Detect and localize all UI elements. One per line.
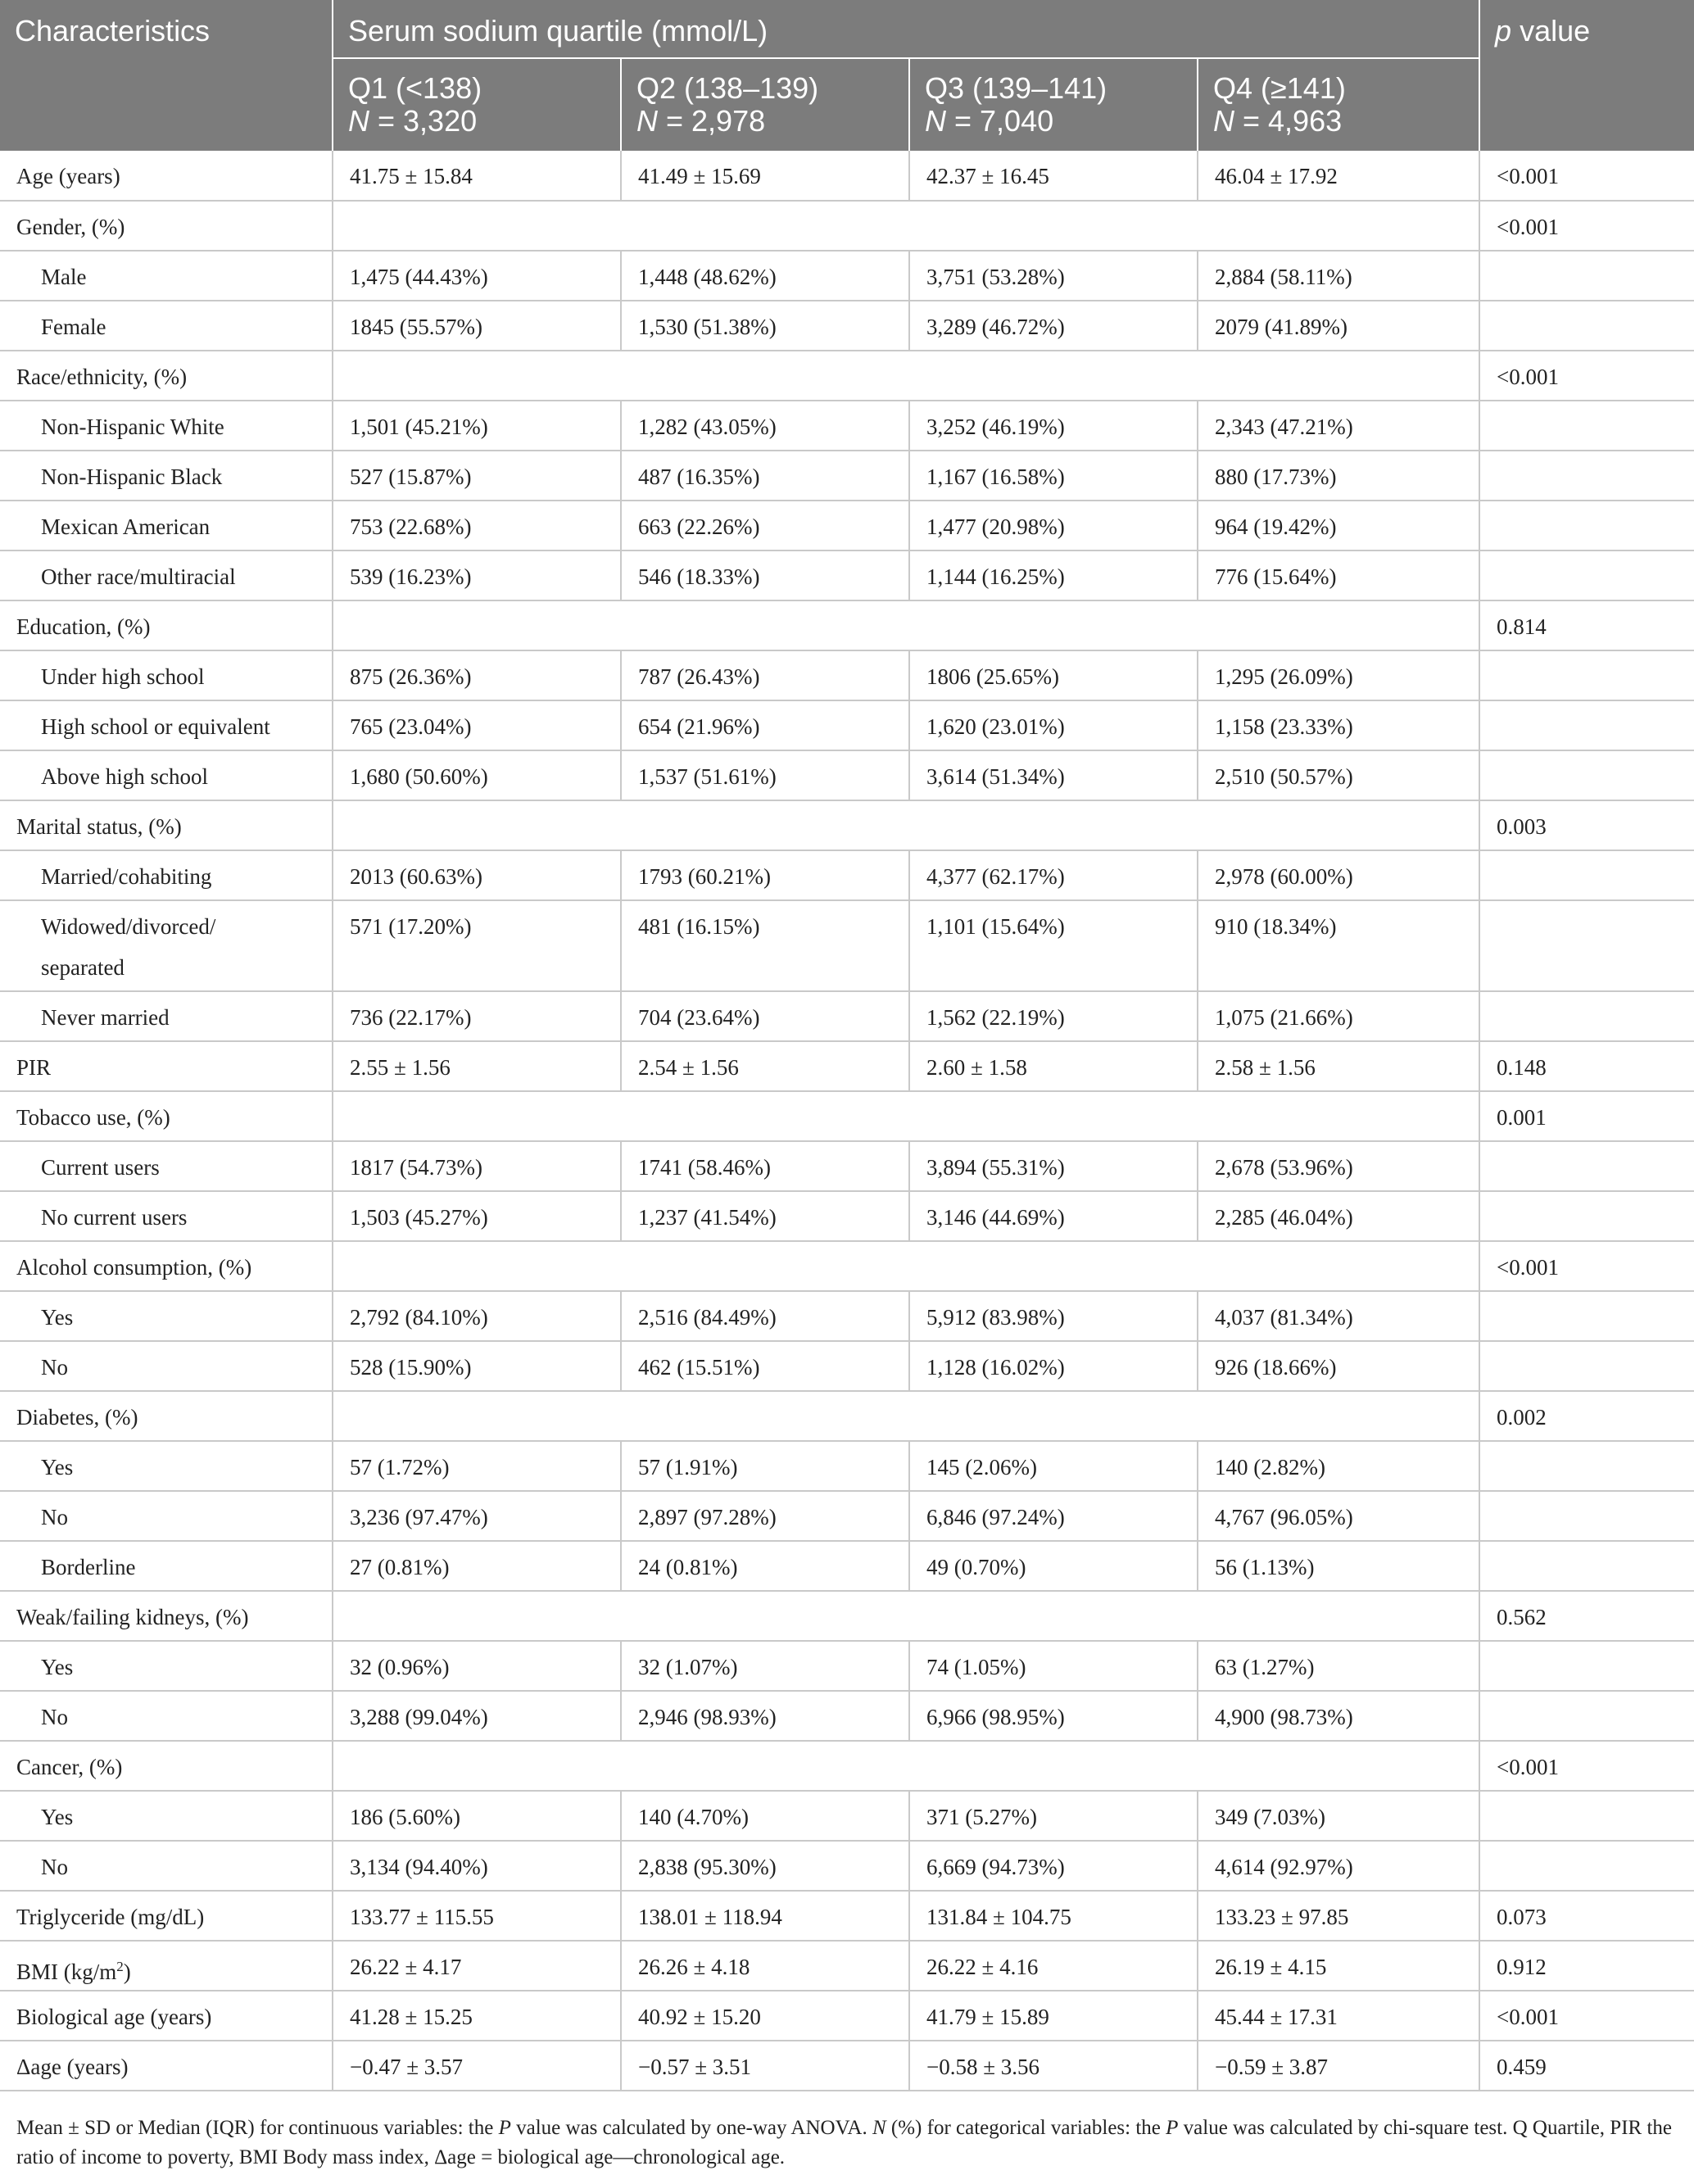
cell-q3: 1,562 (22.19%) <box>909 991 1198 1041</box>
cell-q4: 45.44 ± 17.31 <box>1198 1991 1479 2041</box>
cell-q4: 2.58 ± 1.56 <box>1198 1041 1479 1091</box>
cell-q2: 787 (26.43%) <box>621 650 909 700</box>
header-q2 <box>621 58 909 151</box>
table-row-age <box>0 151 1694 201</box>
cell-q3: 4,377 (62.17%) <box>909 850 1198 900</box>
cell-q3: 2.60 ± 1.58 <box>909 1041 1198 1091</box>
cell-q1: 2.55 ± 1.56 <box>333 1041 621 1091</box>
cell-p-value <box>1479 1291 1694 1341</box>
row-label-end: ) <box>123 1960 131 1984</box>
table-row-alcohol-yes <box>0 1291 1694 1341</box>
cell-q3: 145 (2.06%) <box>909 1441 1198 1491</box>
row-label: Non-Hispanic Black <box>0 451 333 501</box>
table-row-under-hs <box>0 650 1694 700</box>
cell-q1: 27 (0.81%) <box>333 1541 621 1591</box>
cell-q4: 2,343 (47.21%) <box>1198 401 1479 451</box>
cell-q2: 654 (21.96%) <box>621 700 909 750</box>
row-label: Never married <box>0 991 333 1041</box>
header-p-value <box>1479 0 1694 151</box>
row-label: No <box>0 1841 333 1891</box>
row-label: Δage (years) <box>0 2041 333 2091</box>
table-row-nh-black <box>0 451 1694 501</box>
footnote-part1: Mean ± SD or Median (IQR) for continuous variables: the <box>16 2117 499 2139</box>
cell-q3: 1,167 (16.58%) <box>909 451 1198 501</box>
cell-q4: 4,037 (81.34%) <box>1198 1291 1479 1341</box>
table-row-other-race <box>0 551 1694 600</box>
row-label: Weak/failing kidneys, (%) <box>0 1591 333 1641</box>
table-row-diabetes-yes <box>0 1441 1694 1491</box>
cell-q3: −0.58 ± 3.56 <box>909 2041 1198 2091</box>
cell-q3: 1,144 (16.25%) <box>909 551 1198 600</box>
cell-q2: 1,537 (51.61%) <box>621 750 909 800</box>
row-label: High school or equivalent <box>0 700 333 750</box>
cell-q4: 2,884 (58.11%) <box>1198 251 1479 301</box>
cell-p-value: <0.001 <box>1479 201 1694 251</box>
table-row-current-users <box>0 1141 1694 1191</box>
cell-q3: 6,846 (97.24%) <box>909 1491 1198 1541</box>
header-q1 <box>333 58 621 151</box>
cell-q4: 776 (15.64%) <box>1198 551 1479 600</box>
row-label: Cancer, (%) <box>0 1741 333 1791</box>
row-label: Mexican American <box>0 501 333 551</box>
row-label: Other race/multiracial <box>0 551 333 600</box>
table-row-cancer <box>0 1741 1694 1791</box>
cell-q1: 3,134 (94.40%) <box>333 1841 621 1891</box>
cell-q2: 2,516 (84.49%) <box>621 1291 909 1341</box>
cell-q1: 736 (22.17%) <box>333 991 621 1041</box>
row-label: Yes <box>0 1441 333 1491</box>
table-row-hs-equiv <box>0 700 1694 750</box>
cell-p-value <box>1479 1441 1694 1491</box>
cell-q2: 1793 (60.21%) <box>621 850 909 900</box>
cell-empty-span <box>333 1591 1479 1641</box>
cell-q2: 26.26 ± 4.18 <box>621 1941 909 1991</box>
cell-q2: 57 (1.91%) <box>621 1441 909 1491</box>
row-label: Race/ethnicity, (%) <box>0 351 333 401</box>
table-header <box>0 0 1694 151</box>
cell-q2: 138.01 ± 118.94 <box>621 1891 909 1941</box>
cell-q2: 1,530 (51.38%) <box>621 301 909 351</box>
cell-q3: 41.79 ± 15.89 <box>909 1991 1198 2041</box>
cell-q4: 63 (1.27%) <box>1198 1641 1479 1691</box>
cell-q1: 527 (15.87%) <box>333 451 621 501</box>
row-label-line1: Widowed/divorced/ <box>41 914 216 939</box>
cell-p-value <box>1479 850 1694 900</box>
cell-q4: 2079 (41.89%) <box>1198 301 1479 351</box>
footnote-p-italic: P <box>498 2117 511 2139</box>
cell-q2: 140 (4.70%) <box>621 1791 909 1841</box>
cell-q3: 1806 (25.65%) <box>909 650 1198 700</box>
row-label: Marital status, (%) <box>0 800 333 850</box>
header-q2-n-prefix: N <box>636 104 658 138</box>
header-q4-n-value: = 4,963 <box>1234 104 1343 138</box>
table-row-widowed <box>0 900 1694 991</box>
cell-p-value: <0.001 <box>1479 1741 1694 1791</box>
cell-p-value <box>1479 1141 1694 1191</box>
cell-q4: 2,510 (50.57%) <box>1198 750 1479 800</box>
cell-q3: 42.37 ± 16.45 <box>909 151 1198 201</box>
header-q4-n <box>1213 105 1464 138</box>
cell-q1: 2,792 (84.10%) <box>333 1291 621 1341</box>
cell-q1: 1,503 (45.27%) <box>333 1191 621 1241</box>
table-row-bmi <box>0 1941 1694 1991</box>
row-label: Biological age (years) <box>0 1991 333 2041</box>
footnote-part2: value was calculated by one-way ANOVA. <box>510 2117 872 2139</box>
header-characteristics: Characteristics <box>0 0 333 151</box>
header-q2-n-value: = 2,978 <box>658 104 766 138</box>
cell-p-value <box>1479 1191 1694 1241</box>
table-row-married <box>0 850 1694 900</box>
cell-p-value: 0.003 <box>1479 800 1694 850</box>
cell-p-value <box>1479 251 1694 301</box>
cell-q4: 133.23 ± 97.85 <box>1198 1891 1479 1941</box>
cell-q1: 753 (22.68%) <box>333 501 621 551</box>
header-p-italic: p <box>1495 14 1512 48</box>
cell-p-value: 0.912 <box>1479 1941 1694 1991</box>
cell-q4: −0.59 ± 3.87 <box>1198 2041 1479 2091</box>
cell-q4: 46.04 ± 17.92 <box>1198 151 1479 201</box>
cell-q1: 2013 (60.63%) <box>333 850 621 900</box>
cell-q3: 3,289 (46.72%) <box>909 301 1198 351</box>
cell-q2: −0.57 ± 3.51 <box>621 2041 909 2091</box>
row-label: Tobacco use, (%) <box>0 1091 333 1141</box>
header-group-title: Serum sodium quartile (mmol/L) <box>333 0 1479 58</box>
header-q3-n <box>925 105 1182 138</box>
cell-q2: 41.49 ± 15.69 <box>621 151 909 201</box>
cell-q3: 371 (5.27%) <box>909 1791 1198 1841</box>
cell-p-value: <0.001 <box>1479 1991 1694 2041</box>
cell-q3: 1,477 (20.98%) <box>909 501 1198 551</box>
cell-p-value <box>1479 750 1694 800</box>
row-label: Yes <box>0 1291 333 1341</box>
cell-q1: 528 (15.90%) <box>333 1341 621 1391</box>
table-row-female <box>0 301 1694 351</box>
cell-p-value <box>1479 1341 1694 1391</box>
table-row-above-hs <box>0 750 1694 800</box>
cell-p-value: 0.001 <box>1479 1091 1694 1141</box>
row-label <box>0 900 333 991</box>
cell-p-value: 0.562 <box>1479 1591 1694 1641</box>
header-q3-n-prefix: N <box>925 104 946 138</box>
cell-q2: 546 (18.33%) <box>621 551 909 600</box>
row-label-line2: separated <box>41 955 125 980</box>
table-row-triglyceride <box>0 1891 1694 1941</box>
table-row-delta-age <box>0 2041 1694 2091</box>
cell-q4: 4,614 (92.97%) <box>1198 1841 1479 1891</box>
cell-q2: 487 (16.35%) <box>621 451 909 501</box>
cell-q4: 964 (19.42%) <box>1198 501 1479 551</box>
cell-q2: 1,282 (43.05%) <box>621 401 909 451</box>
cell-q1: 571 (17.20%) <box>333 900 621 991</box>
cell-q1: 1817 (54.73%) <box>333 1141 621 1191</box>
row-label: No <box>0 1491 333 1541</box>
cell-p-value: 0.459 <box>1479 2041 1694 2091</box>
cell-q3: 49 (0.70%) <box>909 1541 1198 1591</box>
cell-p-value: <0.001 <box>1479 1241 1694 1291</box>
cell-q4: 56 (1.13%) <box>1198 1541 1479 1591</box>
cell-q4: 880 (17.73%) <box>1198 451 1479 501</box>
cell-q1: −0.47 ± 3.57 <box>333 2041 621 2091</box>
cell-p-value <box>1479 451 1694 501</box>
cell-q1: 539 (16.23%) <box>333 551 621 600</box>
cell-q4: 1,158 (23.33%) <box>1198 700 1479 750</box>
table-row-education <box>0 600 1694 650</box>
row-label <box>0 1941 333 1991</box>
cell-q4: 349 (7.03%) <box>1198 1791 1479 1841</box>
cell-q1: 1,501 (45.21%) <box>333 401 621 451</box>
row-label: Married/cohabiting <box>0 850 333 900</box>
row-label: No <box>0 1341 333 1391</box>
cell-p-value <box>1479 900 1694 991</box>
cell-q1: 1845 (55.57%) <box>333 301 621 351</box>
header-q4 <box>1198 58 1479 151</box>
cell-q4: 4,900 (98.73%) <box>1198 1691 1479 1741</box>
row-label: Yes <box>0 1791 333 1841</box>
cell-q2: 2.54 ± 1.56 <box>621 1041 909 1091</box>
table-footnote <box>16 2114 1687 2173</box>
cell-q3: 1,101 (15.64%) <box>909 900 1198 991</box>
header-q1-n <box>348 105 605 138</box>
row-label-base: BMI (kg/m <box>16 1960 117 1984</box>
table-row-bio-age <box>0 1991 1694 2041</box>
row-label: Education, (%) <box>0 600 333 650</box>
cell-q3: 3,614 (51.34%) <box>909 750 1198 800</box>
row-label: Gender, (%) <box>0 201 333 251</box>
cell-q2: 2,838 (95.30%) <box>621 1841 909 1891</box>
table-row-never-married <box>0 991 1694 1041</box>
header-q2-n <box>636 105 894 138</box>
cell-empty-span <box>333 1391 1479 1441</box>
header-q3 <box>909 58 1198 151</box>
cell-q3: 1,128 (16.02%) <box>909 1341 1198 1391</box>
cell-p-value <box>1479 650 1694 700</box>
row-label: Under high school <box>0 650 333 700</box>
cell-empty-span <box>333 351 1479 401</box>
table-row-pir <box>0 1041 1694 1091</box>
cell-q4: 2,978 (60.00%) <box>1198 850 1479 900</box>
cell-p-value <box>1479 401 1694 451</box>
cell-p-value <box>1479 501 1694 551</box>
row-label: Current users <box>0 1141 333 1191</box>
header-q3-n-value: = 7,040 <box>946 104 1054 138</box>
cell-p-value <box>1479 1791 1694 1841</box>
cell-q4: 1,075 (21.66%) <box>1198 991 1479 1041</box>
header-q1-n-value: = 3,320 <box>369 104 478 138</box>
cell-empty-span <box>333 1741 1479 1791</box>
cell-q1: 1,680 (50.60%) <box>333 750 621 800</box>
table-row-nh-white <box>0 401 1694 451</box>
table-row-alcohol <box>0 1241 1694 1291</box>
cell-q1: 3,288 (99.04%) <box>333 1691 621 1741</box>
header-q3-label: Q3 (139–141) <box>925 71 1107 105</box>
table-row-no-current-users <box>0 1191 1694 1241</box>
cell-q2: 1741 (58.46%) <box>621 1141 909 1191</box>
table-row-male <box>0 251 1694 301</box>
cell-empty-span <box>333 201 1479 251</box>
footnote-p-italic-2: P <box>1166 2117 1179 2139</box>
cell-empty-span <box>333 800 1479 850</box>
cell-q1: 41.75 ± 15.84 <box>333 151 621 201</box>
row-label: Diabetes, (%) <box>0 1391 333 1441</box>
row-label: No current users <box>0 1191 333 1241</box>
footnote-part4: value was calculated by chi-square test. Q Quartile, PIR the ratio of income to poverty, BMI Body mass index, Δage = biological age—chronological age. <box>16 2117 1672 2168</box>
cell-empty-span <box>333 1241 1479 1291</box>
table-row-kidneys-no <box>0 1691 1694 1741</box>
cell-p-value <box>1479 991 1694 1041</box>
cell-q3: 3,751 (53.28%) <box>909 251 1198 301</box>
table-row-diabetes-borderline <box>0 1541 1694 1591</box>
table-row-diabetes-no <box>0 1491 1694 1541</box>
table-body <box>0 151 1694 2091</box>
cell-q1: 875 (26.36%) <box>333 650 621 700</box>
cell-q2: 663 (22.26%) <box>621 501 909 551</box>
cell-q2: 32 (1.07%) <box>621 1641 909 1691</box>
cell-q3: 6,966 (98.95%) <box>909 1691 1198 1741</box>
row-label: PIR <box>0 1041 333 1091</box>
table-row-cancer-no <box>0 1841 1694 1891</box>
header-q1-n-prefix: N <box>348 104 369 138</box>
cell-p-value: 0.814 <box>1479 600 1694 650</box>
cell-q4: 926 (18.66%) <box>1198 1341 1479 1391</box>
cell-q4: 1,295 (26.09%) <box>1198 650 1479 700</box>
footnote-part3: (%) for categorical variables: the <box>886 2117 1166 2139</box>
cell-q3: 74 (1.05%) <box>909 1641 1198 1691</box>
cell-p-value <box>1479 700 1694 750</box>
footnote-n-italic: N <box>872 2117 886 2139</box>
cell-q2: 1,237 (41.54%) <box>621 1191 909 1241</box>
cell-p-value <box>1479 1491 1694 1541</box>
cell-p-value: 0.073 <box>1479 1891 1694 1941</box>
cell-q1: 26.22 ± 4.17 <box>333 1941 621 1991</box>
row-label: Non-Hispanic White <box>0 401 333 451</box>
cell-q4: 4,767 (96.05%) <box>1198 1491 1479 1541</box>
row-label: Borderline <box>0 1541 333 1591</box>
cell-q3: 131.84 ± 104.75 <box>909 1891 1198 1941</box>
table-row-mexican <box>0 501 1694 551</box>
cell-q4: 910 (18.34%) <box>1198 900 1479 991</box>
row-label: Male <box>0 251 333 301</box>
cell-p-value <box>1479 551 1694 600</box>
cell-q2: 40.92 ± 15.20 <box>621 1991 909 2041</box>
cell-q1: 41.28 ± 15.25 <box>333 1991 621 2041</box>
cell-p-value <box>1479 1541 1694 1591</box>
cell-q2: 2,897 (97.28%) <box>621 1491 909 1541</box>
row-label: Yes <box>0 1641 333 1691</box>
cell-p-value <box>1479 1841 1694 1891</box>
cell-p-value <box>1479 1691 1694 1741</box>
cell-q4: 140 (2.82%) <box>1198 1441 1479 1491</box>
cell-q2: 24 (0.81%) <box>621 1541 909 1591</box>
cell-q1: 32 (0.96%) <box>333 1641 621 1691</box>
cell-q2: 481 (16.15%) <box>621 900 909 991</box>
cell-q3: 3,894 (55.31%) <box>909 1141 1198 1191</box>
cell-p-value: 0.002 <box>1479 1391 1694 1441</box>
cell-p-value <box>1479 1641 1694 1691</box>
row-label: Above high school <box>0 750 333 800</box>
row-label-sup: 2 <box>116 1959 124 1974</box>
cell-empty-span <box>333 1091 1479 1141</box>
header-q4-label: Q4 (≥141) <box>1213 71 1346 105</box>
cell-q2: 2,946 (98.93%) <box>621 1691 909 1741</box>
table-row-diabetes <box>0 1391 1694 1441</box>
cell-empty-span <box>333 600 1479 650</box>
table-row-kidneys <box>0 1591 1694 1641</box>
cell-q3: 26.22 ± 4.16 <box>909 1941 1198 1991</box>
header-q1-label: Q1 (<138) <box>348 71 482 105</box>
cell-q3: 3,146 (44.69%) <box>909 1191 1198 1241</box>
cell-q1: 3,236 (97.47%) <box>333 1491 621 1541</box>
row-label: Triglyceride (mg/dL) <box>0 1891 333 1941</box>
cell-q2: 704 (23.64%) <box>621 991 909 1041</box>
cell-q1: 133.77 ± 115.55 <box>333 1891 621 1941</box>
header-q2-label: Q2 (138–139) <box>636 71 819 105</box>
cell-p-value <box>1479 301 1694 351</box>
table-row-kidneys-yes <box>0 1641 1694 1691</box>
table-row-tobacco <box>0 1091 1694 1141</box>
table-row-alcohol-no <box>0 1341 1694 1391</box>
cell-q1: 1,475 (44.43%) <box>333 251 621 301</box>
row-label: Alcohol consumption, (%) <box>0 1241 333 1291</box>
header-p-rest: value <box>1511 14 1591 48</box>
cell-q3: 3,252 (46.19%) <box>909 401 1198 451</box>
cell-p-value: <0.001 <box>1479 151 1694 201</box>
header-q4-n-prefix: N <box>1213 104 1234 138</box>
cell-q4: 2,285 (46.04%) <box>1198 1191 1479 1241</box>
row-label: No <box>0 1691 333 1741</box>
cell-q1: 57 (1.72%) <box>333 1441 621 1491</box>
cell-q1: 765 (23.04%) <box>333 700 621 750</box>
cell-q3: 5,912 (83.98%) <box>909 1291 1198 1341</box>
cell-q1: 186 (5.60%) <box>333 1791 621 1841</box>
row-label: Age (years) <box>0 151 333 201</box>
cell-q4: 26.19 ± 4.15 <box>1198 1941 1479 1991</box>
cell-q2: 1,448 (48.62%) <box>621 251 909 301</box>
table-row-race <box>0 351 1694 401</box>
cell-q3: 1,620 (23.01%) <box>909 700 1198 750</box>
cell-q3: 6,669 (94.73%) <box>909 1841 1198 1891</box>
table-row-marital <box>0 800 1694 850</box>
table-row-cancer-yes <box>0 1791 1694 1841</box>
cell-p-value: <0.001 <box>1479 351 1694 401</box>
row-label: Female <box>0 301 333 351</box>
cell-q4: 2,678 (53.96%) <box>1198 1141 1479 1191</box>
cell-p-value: 0.148 <box>1479 1041 1694 1091</box>
table-row-gender <box>0 201 1694 251</box>
cell-q2: 462 (15.51%) <box>621 1341 909 1391</box>
